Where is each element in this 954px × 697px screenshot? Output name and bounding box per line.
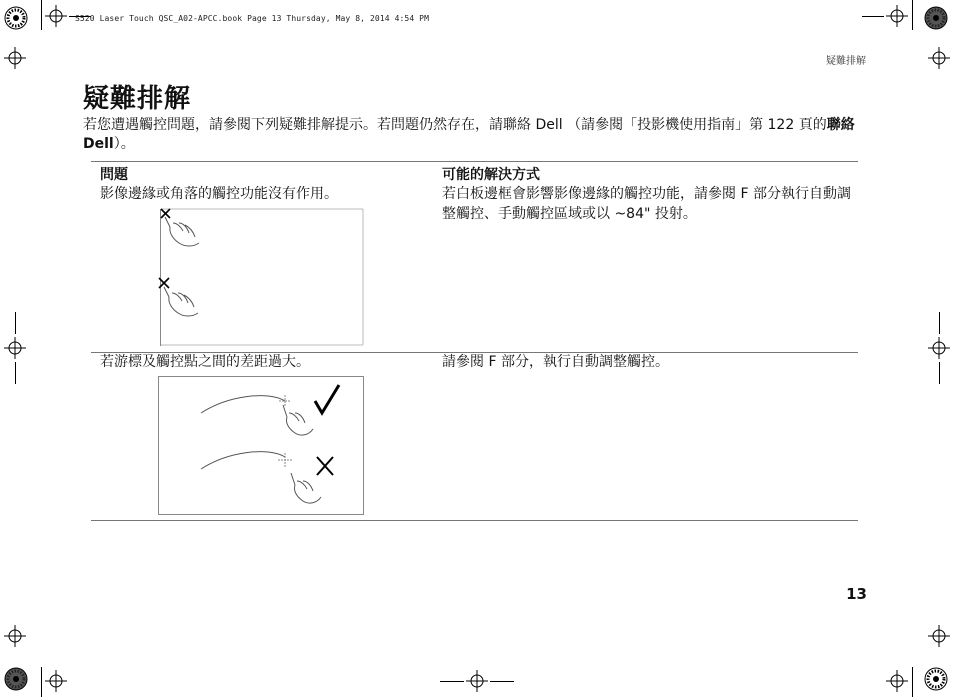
table-top-rule	[91, 161, 858, 162]
stroke-arc-incorrect	[201, 452, 285, 469]
check-mark-icon	[315, 385, 339, 413]
page-number: 13	[846, 585, 867, 603]
registration-crosshair-right-top	[928, 47, 950, 69]
crop-line	[939, 312, 940, 334]
intro-paragraph	[83, 116, 873, 154]
registration-crosshair-left-bottom	[4, 625, 26, 647]
intro-text: 若您遭遇觸控問題，請參閱下列疑難排解提示。若問題仍然存在，請聯絡 Dell （請參閱「投影機使用指南」第 122 頁的	[83, 117, 827, 133]
starburst-target-top-right	[924, 6, 948, 30]
registration-crosshair-right-middle	[928, 337, 950, 359]
registration-crosshair-top-left	[45, 5, 67, 27]
cursor-offset-illustration	[158, 376, 364, 515]
row1-solution: 若白板邊框會影響影像邊緣的觸控功能，請參閱 F 部分執行自動調整觸控、手動觸控區域或以 ~84" 投射。	[442, 186, 851, 222]
hand-icon	[164, 287, 198, 316]
running-head: 疑難排解	[826, 56, 866, 67]
page-title: 疑難排解	[83, 84, 192, 114]
table-bottom-rule	[91, 520, 858, 521]
header-problem: 問題	[100, 167, 128, 183]
header-solution: 可能的解決方式	[442, 167, 540, 183]
crop-line	[41, 0, 42, 30]
registration-crosshair-top-right	[886, 5, 908, 27]
cursor-offset-diagram	[159, 377, 363, 514]
row2-solution: 請參閱 F 部分，執行自動調整觸控。	[442, 354, 669, 370]
crop-line	[41, 667, 42, 697]
crop-line	[15, 312, 16, 334]
edge-touch-illustration	[160, 209, 363, 346]
starburst-target-bottom-left	[4, 667, 28, 691]
registration-crosshair-left-top	[4, 47, 26, 69]
crop-line	[862, 16, 884, 17]
crop-line	[490, 681, 514, 682]
contact-dell-link[interactable]: 聯絡 Dell	[83, 117, 855, 152]
row2-problem: 若游標及觸控點之間的差距過大。	[100, 354, 310, 370]
registration-crosshair-bottom-left	[45, 670, 67, 692]
cursor-crosshair	[278, 453, 292, 467]
hand-icon	[291, 473, 321, 503]
starburst-target-top-left	[4, 6, 28, 30]
cursor-crosshair	[279, 395, 291, 407]
starburst-target-bottom-right	[924, 667, 948, 691]
registration-crosshair-left-middle	[4, 337, 26, 359]
edge-touch-diagram	[161, 209, 363, 346]
crop-line	[15, 362, 16, 384]
hand-icon	[283, 405, 313, 435]
crop-line	[912, 667, 913, 697]
hand-icon	[165, 217, 199, 246]
crop-line	[939, 362, 940, 384]
stroke-arc-correct	[201, 396, 285, 413]
print-header: S520 Laser Touch QSC_A02-APCC.book Page 13 Thursday, May 8, 2014 4:54 PM	[75, 14, 429, 23]
crop-line	[440, 681, 464, 682]
crop-line	[912, 0, 913, 30]
intro-end: ）。	[113, 136, 135, 152]
row1-problem: 影像邊緣或角落的觸控功能沒有作用。	[100, 186, 338, 202]
registration-crosshair-bottom-center	[466, 670, 488, 692]
registration-crosshair-right-bottom	[928, 625, 950, 647]
registration-crosshair-bottom-right	[886, 670, 908, 692]
